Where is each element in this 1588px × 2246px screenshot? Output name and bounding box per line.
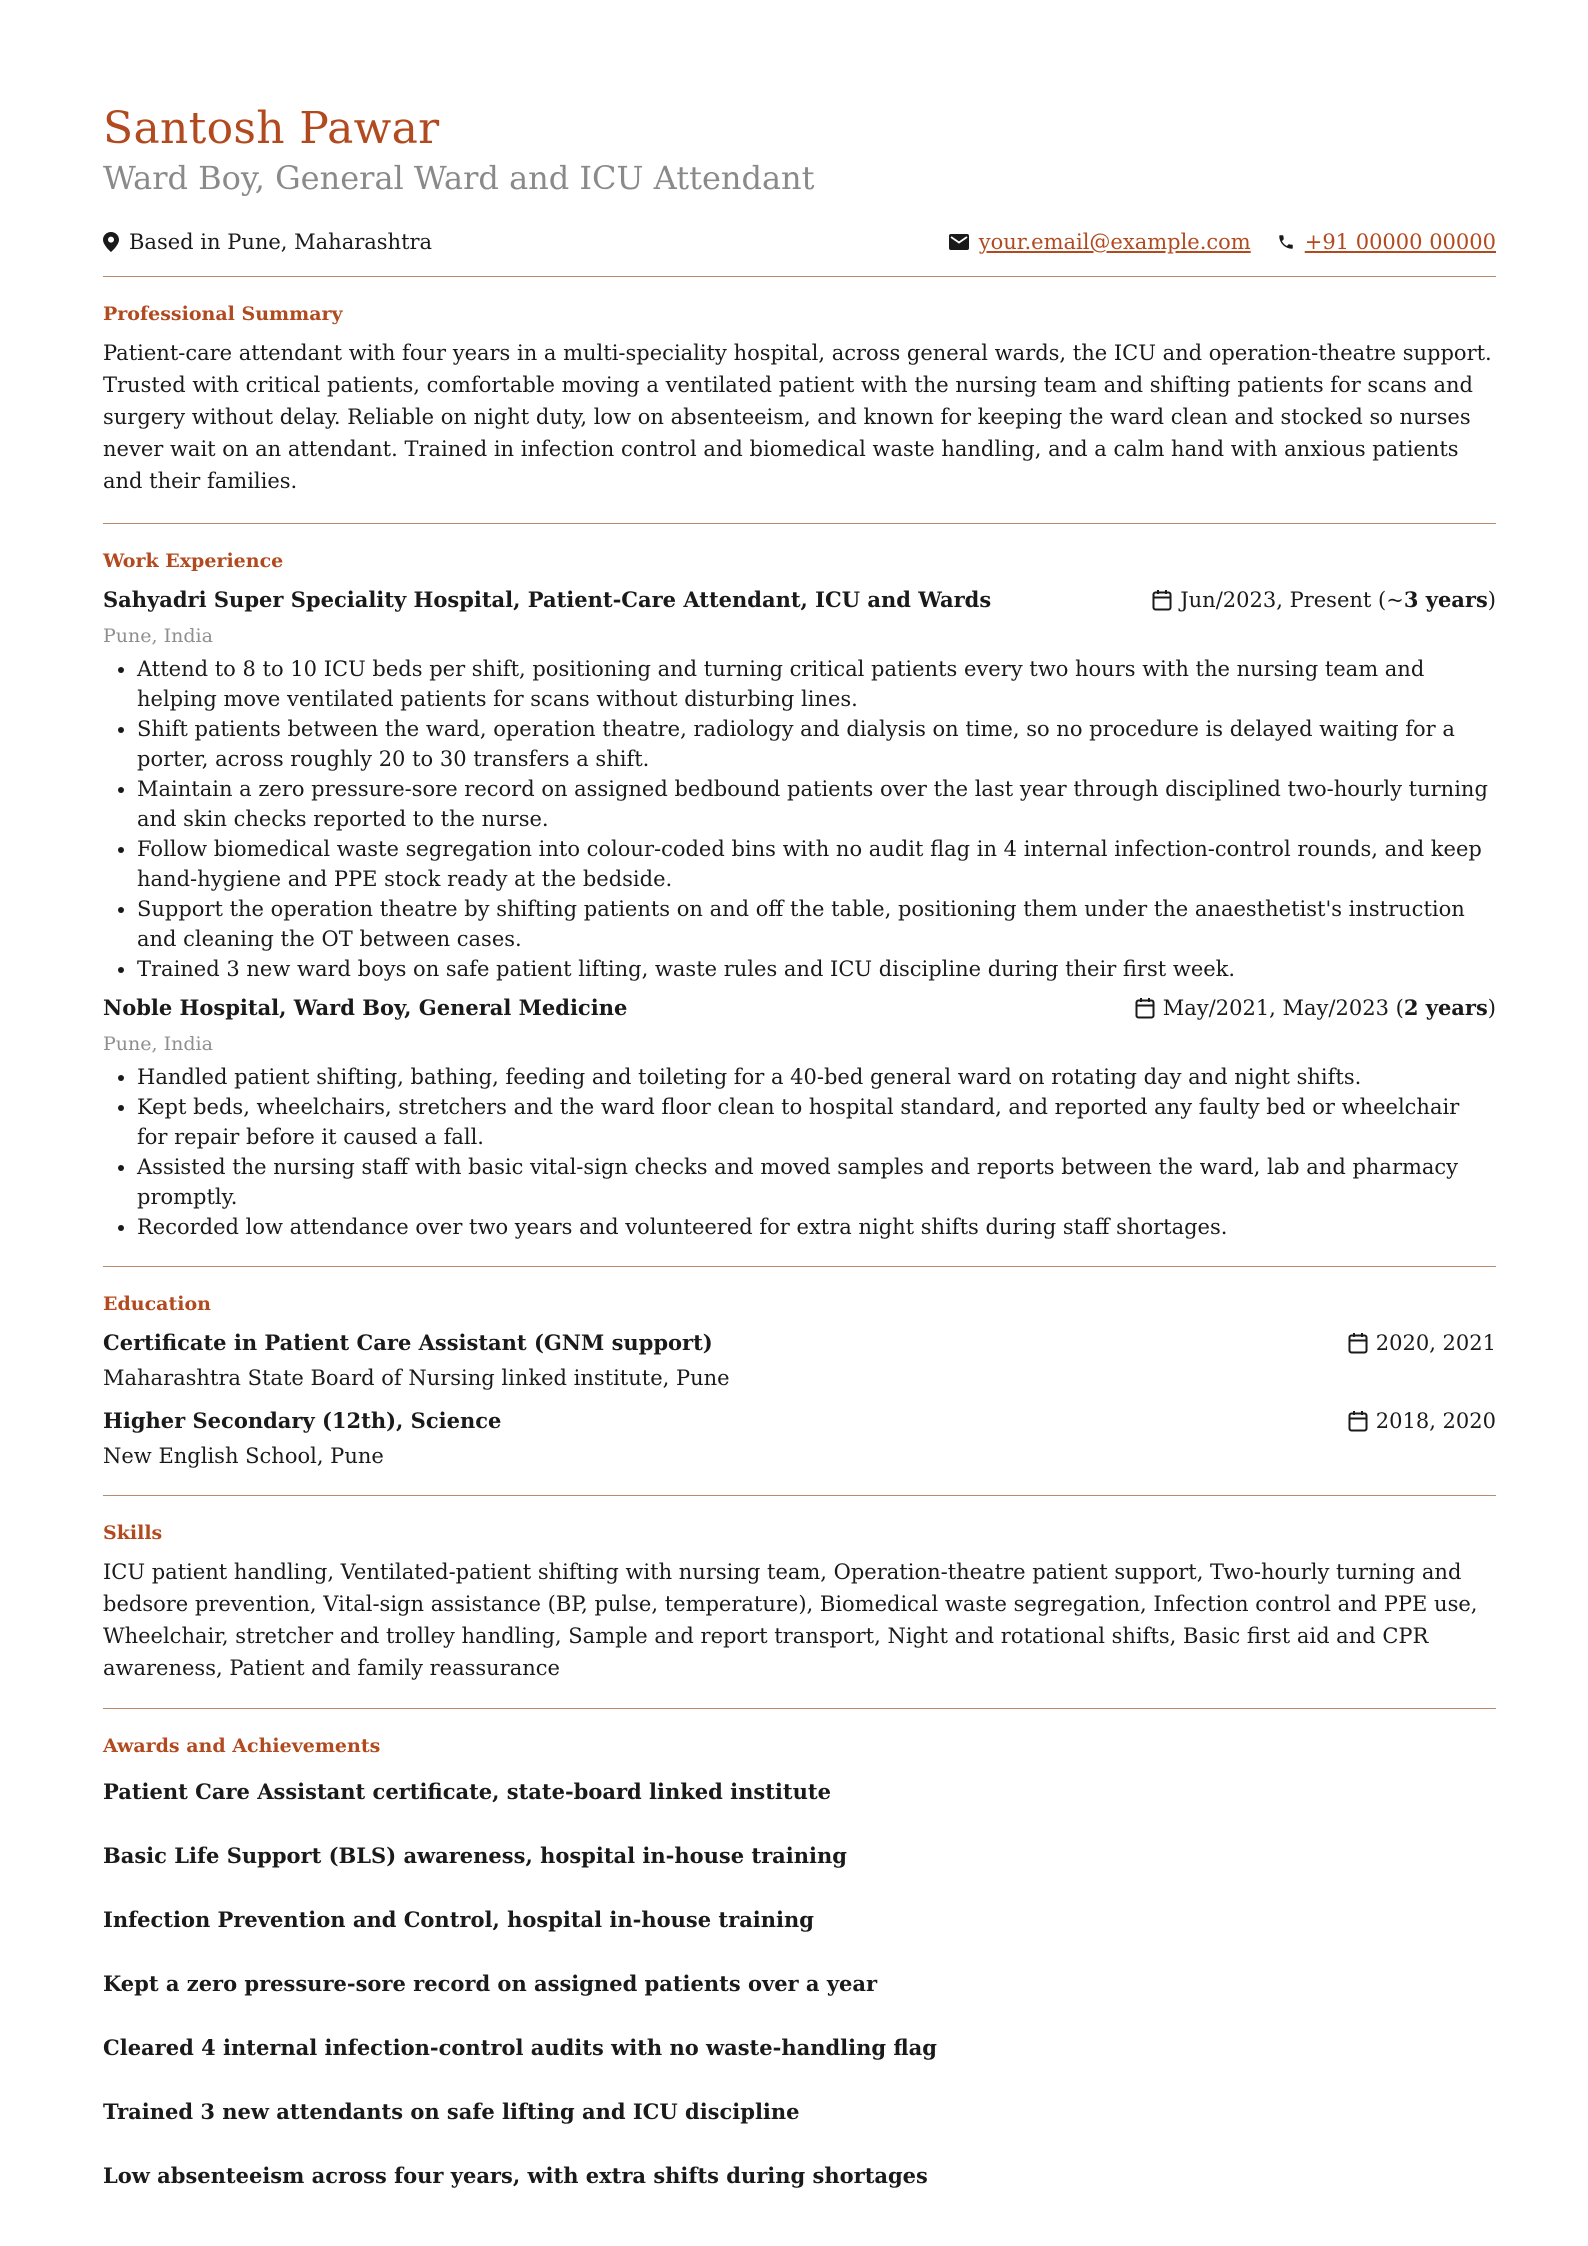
duration: 3 years bbox=[1403, 587, 1488, 612]
location-text: Based in Pune, Maharashtra bbox=[129, 230, 433, 254]
date-range: Jun/2023, Present (~ bbox=[1180, 588, 1404, 612]
list-item: • Support the operation theatre by shifting patients on and off the table, positioning them under the anaesthetist's instruction and cleaning the OT between cases. bbox=[137, 894, 1496, 954]
award-item: Basic Life Support (BLS) awareness, hospital in-house training bbox=[103, 1843, 847, 1868]
calendar-icon bbox=[1348, 1410, 1368, 1432]
list-item: • Follow biomedical waste segregation into colour-coded bins with no audit flag in 4 internal infection-control rounds, and keep hand-hygiene and PPE stock ready at the bedside. bbox=[137, 834, 1496, 894]
job-entry bbox=[103, 584, 1496, 984]
employer-name: Sahyadri Super Speciality Hospital bbox=[103, 587, 514, 612]
education-entry bbox=[103, 1405, 1496, 1471]
divider bbox=[103, 1266, 1496, 1267]
list-item: • Handled patient shifting, bathing, feeding and toileting for a 40-bed general ward on rotating day and night shifts. bbox=[137, 1062, 1496, 1092]
calendar-icon bbox=[1348, 1332, 1368, 1354]
award-item: Kept a zero pressure-sore record on assigned patients over a year bbox=[103, 1971, 878, 1996]
education-field: , Science bbox=[396, 1408, 502, 1433]
calendar-icon bbox=[1135, 997, 1155, 1019]
education-date bbox=[1348, 1405, 1496, 1437]
candidate-name: Santosh Pawar bbox=[103, 103, 440, 154]
education-title: Higher Secondary (12th) bbox=[103, 1408, 397, 1433]
date-range: May/2021, May/2023 ( bbox=[1162, 996, 1404, 1020]
section-heading-skills: Skills bbox=[103, 1522, 163, 1544]
email-link[interactable]: your.email@example.com bbox=[978, 230, 1251, 254]
job-location: Pune, India bbox=[103, 1033, 213, 1055]
calendar-icon bbox=[1152, 589, 1172, 611]
phone-icon bbox=[1277, 233, 1295, 251]
education-date bbox=[1348, 1327, 1496, 1359]
job-bullets bbox=[103, 654, 1496, 984]
list-item: • Recorded low attendance over two years and volunteered for extra night shifts during staff shortages. bbox=[137, 1212, 1496, 1242]
map-pin-icon bbox=[103, 232, 119, 252]
skills-text: ICU patient handling, Ventilated-patient shifting with nursing team, Operation-theatre patient support, Two-hourly turning and bedsore prevention, Vital-sign assistance (BP, pulse, temperature), Biomedical waste segregation, Infection control and PPE use, Wheelchair, stretcher and trolley handling, Sample and report transport, Night and rotational shifts, Basic first aid and CPR awareness, Patient and family reassurance bbox=[103, 1560, 1478, 1680]
award-item: Cleared 4 internal infection-control audits with no waste-handling flag bbox=[103, 2035, 937, 2060]
job-date bbox=[1152, 584, 1496, 616]
phone-contact bbox=[1277, 230, 1496, 254]
employer-name: Noble Hospital bbox=[103, 995, 280, 1020]
list-item: • Maintain a zero pressure-sore record on assigned bedbound patients over the last year through disciplined two-hourly turning and skin checks reported to the nurse. bbox=[137, 774, 1496, 834]
summary-text: Patient-care attendant with four years in a multi-speciality hospital, across general wards, the ICU and operation-theatre support. Trusted with critical patients, comfortable moving a ventilated patient with the nursing team and shifting patients for scans and surgery without delay. Reliable on night duty, low on absenteeism, and known for keeping the ward clean and stocked so nurses never wait on an attendant. Trained in infection control and biomedical waste handling, and a calm hand with anxious patients and their families. bbox=[103, 341, 1492, 493]
list-item: • Assisted the nursing staff with basic vital-sign checks and moved samples and reports between the ward, lab and pharmacy promptly. bbox=[137, 1152, 1496, 1212]
section-heading-awards: Awards and Achievements bbox=[103, 1735, 381, 1757]
section-heading-summary: Professional Summary bbox=[103, 303, 343, 325]
award-item: Infection Prevention and Control, hospital in-house training bbox=[103, 1907, 814, 1932]
date-range: 2020, 2021 bbox=[1375, 1331, 1496, 1355]
divider bbox=[103, 276, 1496, 277]
contact-row bbox=[103, 226, 1496, 258]
divider bbox=[103, 523, 1496, 524]
email-contact bbox=[949, 230, 1251, 254]
phone-link[interactable]: +91 00000 00000 bbox=[1304, 230, 1496, 254]
envelope-icon bbox=[949, 234, 969, 250]
award-item: Low absenteeism across four years, with extra shifts during shortages bbox=[103, 2163, 928, 2188]
candidate-title: Ward Boy, General Ward and ICU Attendant bbox=[103, 159, 815, 197]
education-title: Certificate in Patient Care Assistant (GNM support) bbox=[103, 1330, 713, 1355]
divider bbox=[103, 1708, 1496, 1709]
list-item: • Shift patients between the ward, operation theatre, radiology and dialysis on time, so no procedure is delayed waiting for a porter, across roughly 20 to 30 transfers a shift. bbox=[137, 714, 1496, 774]
duration: 2 years bbox=[1403, 995, 1488, 1020]
job-role: , Patient-Care Attendant, ICU and Wards bbox=[513, 587, 992, 612]
contact-location bbox=[103, 230, 432, 254]
date-close: ) bbox=[1487, 588, 1496, 612]
experience-section bbox=[103, 548, 1496, 1242]
job-title bbox=[103, 584, 991, 616]
job-role: , Ward Boy, General Medicine bbox=[279, 995, 628, 1020]
education-section bbox=[103, 1291, 1496, 1471]
job-date bbox=[1135, 992, 1496, 1024]
awards-section bbox=[103, 1733, 1496, 2191]
divider bbox=[103, 1495, 1496, 1496]
skills-section bbox=[103, 1520, 1496, 1684]
job-location: Pune, India bbox=[103, 625, 213, 647]
date-range: 2018, 2020 bbox=[1375, 1409, 1496, 1433]
list-item: • Trained 3 new ward boys on safe patient lifting, waste rules and ICU discipline during their first week. bbox=[137, 954, 1496, 984]
job-entry bbox=[103, 992, 1496, 1242]
date-close: ) bbox=[1487, 996, 1496, 1020]
award-item: Patient Care Assistant certificate, state-board linked institute bbox=[103, 1779, 831, 1804]
institution-name: New English School, Pune bbox=[103, 1444, 384, 1468]
education-entry bbox=[103, 1327, 1496, 1393]
job-bullets bbox=[103, 1062, 1496, 1242]
section-heading-experience: Work Experience bbox=[103, 550, 284, 572]
list-item: • Attend to 8 to 10 ICU beds per shift, positioning and turning critical patients every two hours with the nursing team and helping move ventilated patients for scans without disturbing lines. bbox=[137, 654, 1496, 714]
job-title bbox=[103, 992, 627, 1024]
award-item: Trained 3 new attendants on safe lifting and ICU discipline bbox=[103, 2099, 800, 2124]
list-item: • Kept beds, wheelchairs, stretchers and the ward floor clean to hospital standard, and reported any faulty bed or wheelchair for repair before it caused a fall. bbox=[137, 1092, 1496, 1152]
section-heading-education: Education bbox=[103, 1293, 211, 1315]
institution-name: Maharashtra State Board of Nursing linked institute, Pune bbox=[103, 1366, 730, 1390]
summary-section bbox=[103, 301, 1496, 497]
